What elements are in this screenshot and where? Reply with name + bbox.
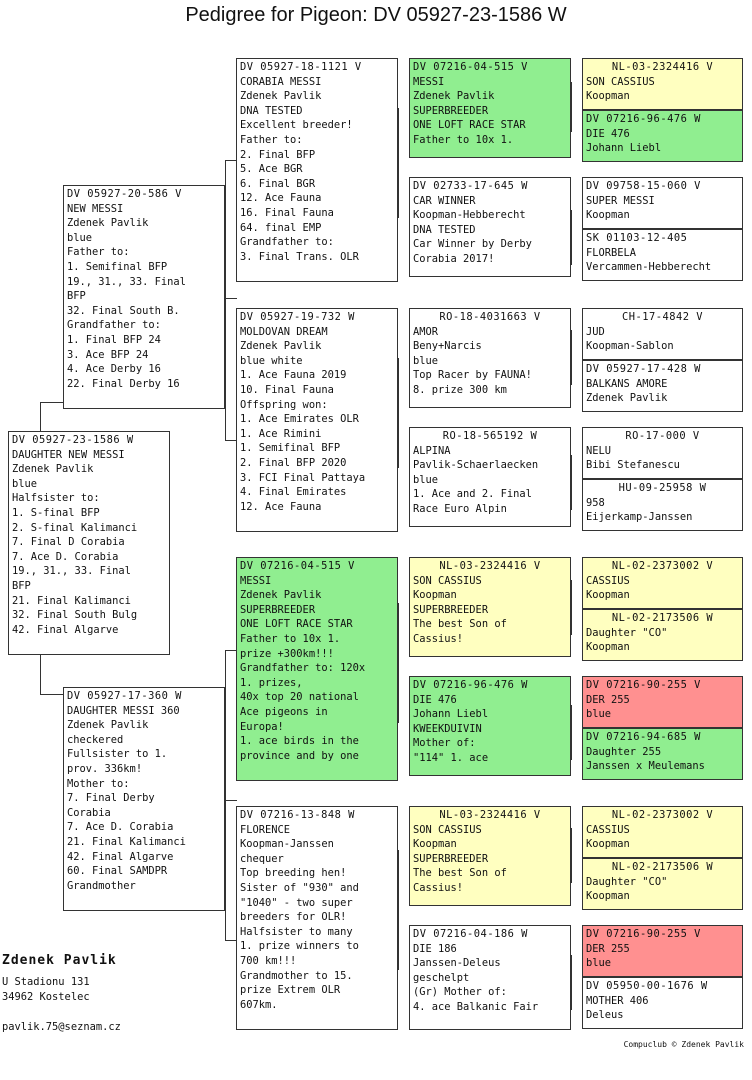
pigeon-details [586,693,739,722]
pigeon-details [586,75,739,104]
connector-line [40,402,64,403]
detail-line: blue white [240,354,303,367]
pigeon-details [586,325,739,354]
ring-number: NL-03-2324416 V [439,809,541,821]
detail-line: Europa! [240,720,284,733]
gen3-card[interactable] [409,177,571,277]
pigeon-details [586,994,739,1023]
ring-number: DV 05927-17-360 W [67,690,182,702]
detail-line: Koopman [413,838,457,851]
gen4-card[interactable] [582,977,743,1029]
ring-number: NL-02-2173506 W [611,612,714,624]
detail-line: Zdenek Pavlik [67,719,149,732]
pigeon-details [413,942,567,1015]
detail-line: 1. S-final BFP [12,506,100,519]
connector-line [40,402,41,432]
ring-number: NL-03-2324416 V [439,560,541,572]
gen4-card[interactable] [582,308,743,360]
sire-card[interactable] [63,185,225,409]
detail-line: 2. S-final Kalimanci [12,521,138,534]
gen4-card[interactable] [582,479,743,531]
pigeon-details [413,325,567,398]
gen3-card[interactable] [409,676,571,776]
detail-line: AMOR [413,325,439,338]
connector-line [571,82,572,132]
gen4-card[interactable] [582,427,743,479]
ring-number: NL-02-2373002 V [611,809,714,821]
detail-line: prize +300km!!! [240,647,334,660]
detail-line: Koopman [586,589,630,602]
detail-line: SUPERBREEDER [413,603,489,616]
detail-line: blue [413,354,439,367]
detail-line: Koopman [586,838,630,851]
detail-line: DNA TESTED [240,104,303,117]
detail-line: Top breeding hen! [240,867,347,880]
detail-line: 7. Final Derby [67,792,155,805]
gen4-card[interactable] [582,360,743,412]
ring-number: DV 07216-90-255 V [586,928,701,940]
ring-number: DV 05927-19-732 W [240,311,355,323]
ring-number: DV 02733-17-645 W [413,180,528,192]
ring-number: HU-09-25958 W [618,482,707,494]
detail-line: NEW MESSI [67,202,124,215]
detail-line: 32. Final South Bulg [12,609,138,622]
detail-line: 40x top 20 national [240,691,359,704]
pigeon-details [240,75,394,265]
detail-line: blue [67,231,93,244]
connector-line [571,455,572,510]
pigeon-details [586,745,739,774]
detail-line: 1. Final BFP 24 [67,333,161,346]
pigeon-details [67,704,221,894]
detail-line: Fullsister to 1. [67,748,168,761]
detail-line: ALPINA [413,444,451,457]
detail-line: Koopman [586,641,630,654]
detail-line: BFP [12,579,31,592]
pigeon-details [240,574,394,764]
detail-line: Excellent breeder! [240,119,353,132]
connector-line [398,603,399,723]
dam-card[interactable] [63,687,225,911]
detail-line: 12. Ace Fauna [240,192,322,205]
pigeon-details [413,693,567,766]
ring-number: DV 07216-96-476 W [586,113,701,125]
detail-line: 22. Final Derby 16 [67,377,180,390]
detail-line: 6. Final BGR [240,177,316,190]
detail-line: 4. Final Emirates [240,486,347,499]
detail-line: DAUGHTER NEW MESSI [12,448,125,461]
detail-line: Bibi Stefanescu [586,459,680,472]
grandsire-paternal-card[interactable] [236,58,398,282]
detail-line: 64. final EMP [240,221,322,234]
detail-line: Janssen x Meulemans [586,760,705,773]
detail-line: 8. prize 300 km [413,383,507,396]
detail-line: prize Extrem OLR [240,984,341,997]
detail-line: (Gr) Mother of: [413,986,507,999]
detail-line: BFP [67,290,86,303]
detail-line: Mother to: [67,777,130,790]
pigeon-details [67,202,221,392]
detail-line: 32. Final South B. [67,304,180,317]
pigeon-details [586,823,739,852]
detail-line: Koopman-Janssen [240,838,334,851]
detail-line: 5. Ace BGR [240,163,303,176]
detail-line: 2. Final BFP [240,148,316,161]
detail-line: 3. Ace BFP 24 [67,348,149,361]
pigeon-details [12,448,166,638]
detail-line: CASSIUS [586,823,630,836]
pigeon-details [413,823,567,896]
detail-line: 7. Ace D. Corabia [12,550,119,563]
subject-pigeon-card[interactable] [8,431,170,655]
connector-line [225,160,226,440]
gen4-card[interactable] [582,858,743,910]
connector-line [571,330,572,385]
detail-line: 19., 31., 33. Final [67,275,186,288]
ring-number: DV 09758-15-060 V [586,180,701,192]
granddam-paternal-card[interactable] [236,308,398,532]
detail-line: Zdenek Pavlik [12,463,94,476]
detail-line: 21. Final Kalimanci [12,594,131,607]
detail-line: CORABIA MESSI [240,75,322,88]
detail-line: SUPERBREEDER [413,104,489,117]
detail-line: Grandmother [67,879,136,892]
pigeon-details [413,194,567,267]
detail-line: 60. Final SAMDPR [67,865,168,878]
detail-line: 2. Final BFP 2020 [240,456,347,469]
detail-line: KWEEKDUIVIN [413,722,482,735]
detail-line: 607km. [240,998,278,1011]
detail-line: Ace pigeons in [240,705,328,718]
detail-line: 4. Ace Derby 16 [67,363,161,376]
pigeon-details [586,127,739,156]
detail-line: Race Euro Alpin [413,502,507,515]
detail-line: breeders for OLR! [240,911,347,924]
detail-line: Sister of "930" and [240,881,359,894]
gen4-card[interactable] [582,806,743,858]
detail-line: Grandmother to 15. [240,969,353,982]
connector-line [571,705,572,760]
gen4-card[interactable] [582,557,743,609]
detail-line: Zdenek Pavlik [240,340,322,353]
granddam-maternal-card[interactable] [236,806,398,1030]
gen3-card[interactable] [409,557,571,657]
ring-number: NL-03-2324416 V [611,61,714,73]
connector-line [571,828,572,883]
gen4-card[interactable] [582,676,743,728]
ring-number: DV 07216-04-515 V [240,560,355,572]
detail-line: Daughter "CO" [586,875,668,888]
detail-line: The best Son of [413,618,507,631]
detail-line: Eijerkamp-Janssen [586,511,693,524]
gen4-card[interactable] [582,58,743,110]
connector-line [571,955,572,1010]
detail-line: blue [586,957,612,970]
ring-number: SK 01103-12-405 [586,232,688,244]
detail-line: 21. Final Kalimanci [67,835,186,848]
connector-line [40,694,64,695]
ring-number: DV 07216-96-476 W [413,679,528,691]
detail-line: Johann Liebl [586,142,662,155]
detail-line: Mother of: [413,737,476,750]
detail-line: 1. Ace Fauna 2019 [240,369,347,382]
detail-line: 10. Final Fauna [240,383,334,396]
detail-line: Johann Liebl [413,708,489,721]
detail-line: "114" 1. ace [413,751,489,764]
detail-line: Zdenek Pavlik [67,217,149,230]
detail-line: Grandfather to: [67,319,161,332]
detail-line: DER 255 [586,942,630,955]
pigeon-details [586,942,739,971]
detail-line: Corabia [67,806,111,819]
detail-line: Halfsister to: [12,492,100,505]
gen4-card[interactable] [582,110,743,162]
detail-line: Daughter "CO" [586,626,668,639]
detail-line: SON CASSIUS [413,574,482,587]
ring-number: DV 07216-13-848 W [240,809,355,821]
detail-line: 700 km!!! [240,954,297,967]
detail-line: checkered [67,733,124,746]
detail-line: Koopman [586,890,630,903]
ring-number: DV 05927-20-586 V [67,188,182,200]
detail-line: 1. prize winners to [240,940,359,953]
ring-number: DV 07216-04-515 V [413,61,528,73]
detail-line: chequer [240,852,284,865]
detail-line: Koopman-Sablon [586,340,674,353]
gen4-card[interactable] [582,925,743,977]
detail-line: prov. 336km! [67,762,143,775]
detail-line: Father to: [67,246,130,259]
detail-line: Cassius! [413,632,464,645]
pigeon-details [586,194,739,223]
detail-line: MESSI [413,75,445,88]
detail-line: SUPERBREEDER [240,603,316,616]
owner-info [2,952,121,1035]
gen4-card[interactable] [582,229,743,281]
detail-line: DER 255 [586,693,630,706]
detail-line: Car Winner by Derby [413,238,532,251]
pigeon-details [586,246,739,275]
owner-email[interactable]: pavlik.75@seznam.cz [2,1021,121,1033]
detail-line: 3. FCI Final Pattaya [240,471,366,484]
connector-line [398,108,399,218]
gen3-card[interactable] [409,925,571,1030]
connector-line [571,210,572,265]
connector-line [225,650,226,940]
detail-line: Zdenek Pavlik [586,392,668,405]
detail-line: MESSI [240,574,272,587]
ring-number: CH-17-4842 V [621,311,704,323]
detail-line: FLORBELA [586,246,637,259]
detail-line: 1. ace birds in the [240,735,359,748]
detail-line: 1. Semifinal BFP [240,442,341,455]
pigeon-details [586,377,739,406]
detail-line: Beny+Narcis [413,340,482,353]
detail-line: Top Racer by FAUNA! [413,369,532,382]
detail-line: MOLDOVAN DREAM [240,325,328,338]
detail-line: 42. Final Algarve [12,623,119,636]
detail-line: SUPER MESSI [586,194,655,207]
detail-line: DIE 476 [586,127,630,140]
detail-line: 1. Ace Rimini [240,427,322,440]
detail-line: CAR WINNER [413,194,476,207]
detail-line: blue [586,708,612,721]
detail-line: 19., 31., 33. Final [12,565,131,578]
connector-line [398,358,399,468]
detail-line: Koopman-Hebberecht [413,209,526,222]
detail-line: 7. Ace D. Corabia [67,821,174,834]
detail-line: 16. Final Fauna [240,206,334,219]
gen3-card[interactable] [409,58,571,158]
gen3-card[interactable] [409,806,571,906]
ring-number: DV 07216-94-685 W [586,731,701,743]
detail-line: 3. Final Trans. OLR [240,250,359,263]
ring-number: RO-17-000 V [625,430,700,442]
ring-number: NL-02-2173506 W [611,861,714,873]
detail-line: Father to: [240,133,303,146]
detail-line: Father to 10x 1. [413,133,514,146]
detail-line: 7. Final D Corabia [12,536,125,549]
detail-line: 1. Ace and 2. Final [413,488,532,501]
ring-number: DV 05950-00-1676 W [586,980,708,992]
detail-line: CASSIUS [586,574,630,587]
pigeon-details [586,496,739,525]
detail-line: province and by one [240,749,359,762]
detail-line: 958 [586,496,605,509]
detail-line: NELU [586,444,612,457]
detail-line: BALKANS AMORE [586,377,668,390]
detail-line: ONE LOFT RACE STAR [413,119,526,132]
detail-line: DNA TESTED [413,223,476,236]
owner-address-line: 34962 Kostelec [2,991,90,1003]
detail-line: Grandfather to: [240,236,334,249]
detail-line: Grandfather to: 120x [240,662,366,675]
connector-line [40,655,41,695]
detail-line: Father to 10x 1. [240,632,341,645]
detail-line: Cassius! [413,881,464,894]
detail-line: "1040" - two super [240,896,353,909]
detail-line: DIE 186 [413,942,457,955]
detail-line: Daughter 255 [586,745,662,758]
connector-line [571,580,572,635]
pigeon-details [240,823,394,1013]
detail-line: blue [12,477,38,490]
grandsire-maternal-card[interactable] [236,557,398,781]
ring-number: DV 07216-04-186 W [413,928,528,940]
ring-number: DV 05927-23-1586 W [12,434,134,446]
detail-line: Pavlik-Schaerlaecken [413,459,539,472]
connector-line [225,298,237,299]
detail-line: Offspring won: [240,398,328,411]
detail-line: JUD [586,325,605,338]
pigeon-details [413,75,567,148]
owner-address-line: U Stadionu 131 [2,976,90,988]
detail-line: 1. prizes, [240,676,303,689]
page-title: Pedigree for Pigeon: DV 05927-23-1586 W [185,4,567,26]
ring-number: RO-18-4031663 V [439,311,541,323]
detail-line: geschelpt [413,971,470,984]
detail-line: ONE LOFT RACE STAR [240,618,353,631]
detail-line: blue [413,473,439,486]
ring-number: DV 07216-90-255 V [586,679,701,691]
pigeon-details [586,626,739,655]
gen3-card[interactable] [409,427,571,527]
pigeon-details [240,325,394,515]
ring-number: NL-02-2373002 V [611,560,714,572]
owner-name: Zdenek Pavlik [2,953,117,968]
detail-line: 1. Ace Emirates OLR [240,413,359,426]
pigeon-details [413,574,567,647]
pigeon-details [586,574,739,603]
footer-credit: Compuclub © Zdenek Pavlik [623,1040,744,1049]
detail-line: 4. ace Balkanic Fair [413,1000,539,1013]
detail-line: 1. Semifinal BFP [67,260,168,273]
ring-number: DV 05927-18-1121 V [240,61,362,73]
detail-line: Zdenek Pavlik [413,90,495,103]
pigeon-details [586,444,739,473]
detail-line: MOTHER 406 [586,994,649,1007]
connector-line [398,850,399,970]
gen4-card[interactable] [582,609,743,661]
detail-line: SUPERBREEDER [413,852,489,865]
ring-number: DV 05927-17-428 W [586,363,701,375]
pigeon-details [413,444,567,517]
detail-line: 42. Final Algarve [67,850,174,863]
gen3-card[interactable] [409,308,571,408]
connector-line [225,800,237,801]
detail-line: Corabia 2017! [413,252,495,265]
detail-line: SON CASSIUS [586,75,655,88]
detail-line: FLORENCE [240,823,291,836]
gen4-card[interactable] [582,177,743,229]
detail-line: The best Son of [413,867,507,880]
detail-line: 12. Ace Fauna [240,500,322,513]
detail-line: Deleus [586,1009,624,1022]
detail-line: Koopman [413,589,457,602]
detail-line: Halfsister to many [240,925,353,938]
detail-line: Zdenek Pavlik [240,90,322,103]
detail-line: SON CASSIUS [413,823,482,836]
detail-line: Koopman [586,90,630,103]
ring-number: RO-18-565192 W [442,430,538,442]
gen4-card[interactable] [582,728,743,780]
detail-line: Vercammen-Hebberecht [586,261,712,274]
detail-line: Koopman [586,209,630,222]
pigeon-details [586,875,739,904]
detail-line: Janssen-Deleus [413,957,501,970]
detail-line: Zdenek Pavlik [240,589,322,602]
detail-line: DIE 476 [413,693,457,706]
detail-line: DAUGHTER MESSI 360 [67,704,180,717]
